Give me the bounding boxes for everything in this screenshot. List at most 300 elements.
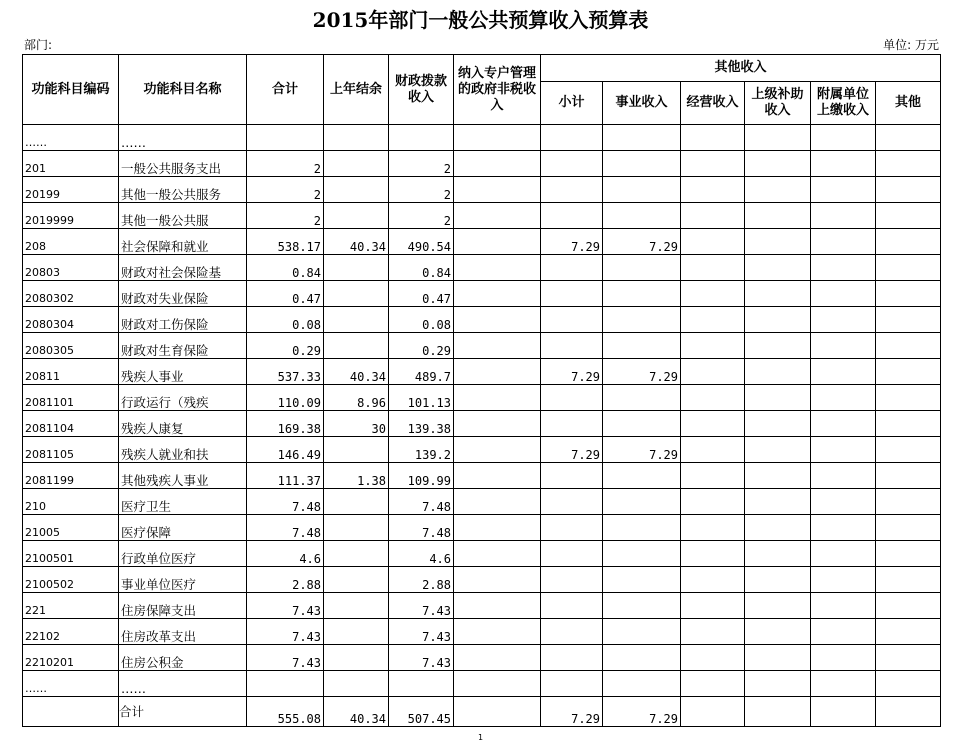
fiscal-cell: 0.84 [389,255,454,281]
table-row [23,411,941,437]
business-cell [603,619,681,645]
superior-cell [745,333,811,359]
affiliated-cell [811,229,876,255]
special-cell [454,489,541,515]
table-row [23,515,941,541]
header-total: 合计 [247,55,324,125]
operating-cell [681,567,745,593]
name-cell: 行政单位医疗 [119,541,247,567]
other-cell [876,515,941,541]
fiscal-cell [389,671,454,697]
total-superior [745,697,811,727]
page-title: 2015年部门一般公共预算收入预算表 [312,8,649,32]
total-cell: 0.08 [247,307,324,333]
total-cell: 537.33 [247,359,324,385]
business-cell [603,463,681,489]
fiscal-cell: 489.7 [389,359,454,385]
superior-cell [745,411,811,437]
superior-cell [745,463,811,489]
carryover-cell [324,489,389,515]
operating-cell [681,437,745,463]
fiscal-cell: 7.48 [389,515,454,541]
table-row [23,645,941,671]
carryover-cell [324,203,389,229]
other-cell [876,593,941,619]
special-cell [454,567,541,593]
special-cell [454,437,541,463]
name-cell: 住房保障支出 [119,593,247,619]
special-cell [454,333,541,359]
fiscal-cell: 2.88 [389,567,454,593]
subtotal-cell [541,307,603,333]
table-row [23,489,941,515]
special-cell [454,255,541,281]
total-cell: 169.38 [247,411,324,437]
carryover-cell [324,645,389,671]
name-cell: 医疗卫生 [119,489,247,515]
special-cell [454,203,541,229]
name-cell: 其他一般公共服 [119,203,247,229]
total-cell: 7.43 [247,645,324,671]
name-cell: 财政对工伤保险 [119,307,247,333]
affiliated-cell [811,125,876,151]
other-cell [876,307,941,333]
other-cell [876,645,941,671]
fiscal-cell: 139.38 [389,411,454,437]
subtotal-cell [541,203,603,229]
name-cell: 行政运行（残疾 [119,385,247,411]
subtotal-cell [541,177,603,203]
fiscal-cell: 7.43 [389,593,454,619]
total-cell: 538.17 [247,229,324,255]
affiliated-cell [811,177,876,203]
other-cell [876,125,941,151]
operating-cell [681,177,745,203]
affiliated-cell [811,567,876,593]
affiliated-cell [811,411,876,437]
budget-table [22,54,941,727]
affiliated-cell [811,515,876,541]
operating-cell [681,489,745,515]
special-cell [454,515,541,541]
department-label: 部门: [24,38,53,52]
carryover-cell: 40.34 [324,229,389,255]
total-row [23,697,941,727]
subtotal-cell [541,645,603,671]
header-carryover: 上年结余 [324,55,389,125]
superior-cell [745,229,811,255]
other-cell [876,281,941,307]
fiscal-cell: 2 [389,177,454,203]
total-business: 7.29 [603,697,681,727]
code-cell: 2080305 [23,333,119,359]
business-cell [603,281,681,307]
business-cell [603,541,681,567]
total-cell: 0.47 [247,281,324,307]
total-label: 合计 [119,697,247,727]
total-cell: 7.48 [247,489,324,515]
unit-label: 单位: 万元 [883,38,939,52]
carryover-cell [324,151,389,177]
code-cell: 2081101 [23,385,119,411]
other-cell [876,437,941,463]
total-cell: 2.88 [247,567,324,593]
code-cell: 2019999 [23,203,119,229]
affiliated-cell [811,619,876,645]
superior-cell [745,385,811,411]
total-cell: 110.09 [247,385,324,411]
operating-cell [681,125,745,151]
table-row [23,437,941,463]
operating-cell [681,619,745,645]
name-cell: 住房改革支出 [119,619,247,645]
table-row [23,177,941,203]
other-cell [876,229,941,255]
other-cell [876,359,941,385]
total-other [876,697,941,727]
name-cell: 财政对生育保险 [119,333,247,359]
superior-cell [745,151,811,177]
header-business: 事业收入 [603,82,681,125]
total-cell: 7.43 [247,619,324,645]
code-cell: 20199 [23,177,119,203]
table-row [23,463,941,489]
affiliated-cell [811,593,876,619]
total-cell: 7.48 [247,515,324,541]
other-cell [876,489,941,515]
header-other-group: 其他收入 [541,55,941,82]
affiliated-cell [811,463,876,489]
header-name: 功能科目名称 [119,55,247,125]
carryover-cell: 8.96 [324,385,389,411]
table-row [23,593,941,619]
subtotal-cell [541,671,603,697]
header-superior: 上级补助收入 [745,82,811,125]
fiscal-cell: 2 [389,203,454,229]
superior-cell [745,671,811,697]
subtotal-cell [541,255,603,281]
other-cell [876,541,941,567]
subtotal-cell [541,567,603,593]
superior-cell [745,359,811,385]
fiscal-cell: 4.6 [389,541,454,567]
operating-cell [681,645,745,671]
total-cell: 111.37 [247,463,324,489]
business-cell: 7.29 [603,359,681,385]
subtotal-cell [541,463,603,489]
superior-cell [745,307,811,333]
name-cell: 一般公共服务支出 [119,151,247,177]
total-cell: 0.29 [247,333,324,359]
other-cell [876,333,941,359]
affiliated-cell [811,203,876,229]
fiscal-cell: 7.43 [389,619,454,645]
affiliated-cell [811,359,876,385]
table-row [23,125,941,151]
subtotal-cell [541,515,603,541]
code-cell: …… [23,671,119,697]
total-cell: 2 [247,203,324,229]
carryover-cell [324,437,389,463]
other-cell [876,203,941,229]
business-cell [603,307,681,333]
superior-cell [745,645,811,671]
total-cell: 7.43 [247,593,324,619]
subtotal-cell: 7.29 [541,359,603,385]
code-cell: 2080302 [23,281,119,307]
name-cell: 医疗保障 [119,515,247,541]
name-cell: 财政对社会保险基 [119,255,247,281]
carryover-cell [324,671,389,697]
business-cell [603,385,681,411]
special-cell [454,385,541,411]
affiliated-cell [811,489,876,515]
total-cell [247,125,324,151]
special-cell [454,671,541,697]
operating-cell [681,411,745,437]
fiscal-cell: 109.99 [389,463,454,489]
table-row [23,281,941,307]
code-cell: 2081105 [23,437,119,463]
superior-cell [745,125,811,151]
fiscal-cell: 101.13 [389,385,454,411]
special-cell [454,463,541,489]
table-row [23,203,941,229]
code-cell: 22102 [23,619,119,645]
operating-cell [681,281,745,307]
operating-cell [681,463,745,489]
carryover-cell [324,567,389,593]
name-cell: 事业单位医疗 [119,567,247,593]
fiscal-cell [389,125,454,151]
carryover-cell [324,307,389,333]
fiscal-cell: 0.29 [389,333,454,359]
subtotal-cell [541,619,603,645]
business-cell: 7.29 [603,437,681,463]
subtotal-cell [541,489,603,515]
name-cell: 住房公积金 [119,645,247,671]
other-cell [876,411,941,437]
fiscal-cell: 0.08 [389,307,454,333]
carryover-cell [324,177,389,203]
code-cell: 2080304 [23,307,119,333]
carryover-cell [324,515,389,541]
fiscal-cell: 139.2 [389,437,454,463]
superior-cell [745,203,811,229]
affiliated-cell [811,281,876,307]
operating-cell [681,515,745,541]
operating-cell [681,203,745,229]
superior-cell [745,619,811,645]
business-cell [603,125,681,151]
table-row [23,359,941,385]
business-cell: 7.29 [603,229,681,255]
subtotal-cell: 7.29 [541,437,603,463]
operating-cell [681,359,745,385]
carryover-cell [324,333,389,359]
name-cell: 残疾人康复 [119,411,247,437]
affiliated-cell [811,333,876,359]
operating-cell [681,593,745,619]
carryover-cell: 1.38 [324,463,389,489]
code-cell: 2100501 [23,541,119,567]
total-cell: 0.84 [247,255,324,281]
fiscal-cell: 7.48 [389,489,454,515]
table-row [23,619,941,645]
total-code-cell [23,697,119,727]
name-cell: 残疾人就业和扶 [119,437,247,463]
other-cell [876,463,941,489]
subtotal-cell [541,333,603,359]
special-cell [454,125,541,151]
subtotal-cell [541,411,603,437]
other-cell [876,619,941,645]
superior-cell [745,567,811,593]
code-cell: 20811 [23,359,119,385]
carryover-cell [324,541,389,567]
operating-cell [681,385,745,411]
table-row [23,541,941,567]
superior-cell [745,177,811,203]
affiliated-cell [811,671,876,697]
name-cell: …… [119,671,247,697]
business-cell [603,515,681,541]
special-cell [454,151,541,177]
name-cell: 残疾人事业 [119,359,247,385]
total-subtotal: 7.29 [541,697,603,727]
business-cell [603,333,681,359]
fiscal-cell: 490.54 [389,229,454,255]
table-row [23,307,941,333]
code-cell: 2081104 [23,411,119,437]
special-cell [454,411,541,437]
special-cell [454,541,541,567]
total-cell [247,671,324,697]
total-operating [681,697,745,727]
header-special: 纳入专户管理的政府非税收入 [454,55,541,125]
table-row [23,229,941,255]
code-cell: 2081199 [23,463,119,489]
fiscal-cell: 7.43 [389,645,454,671]
business-cell [603,203,681,229]
affiliated-cell [811,385,876,411]
superior-cell [745,515,811,541]
special-cell [454,307,541,333]
subtotal-cell [541,541,603,567]
total-fiscal: 507.45 [389,697,454,727]
total-cell: 2 [247,177,324,203]
other-cell [876,385,941,411]
code-cell: 208 [23,229,119,255]
subtotal-cell [541,281,603,307]
code-cell: 201 [23,151,119,177]
special-cell [454,593,541,619]
business-cell [603,177,681,203]
business-cell [603,151,681,177]
operating-cell [681,333,745,359]
other-cell [876,177,941,203]
carryover-cell [324,619,389,645]
table-row [23,333,941,359]
page-number: 1 [478,733,484,742]
special-cell [454,359,541,385]
carryover-cell [324,125,389,151]
superior-cell [745,593,811,619]
total-cell: 4.6 [247,541,324,567]
table-row [23,255,941,281]
business-cell [603,567,681,593]
header-operating: 经营收入 [681,82,745,125]
special-cell [454,619,541,645]
header-code: 功能科目编码 [23,55,119,125]
header-fiscal: 财政拨款收入 [389,55,454,125]
carryover-cell [324,593,389,619]
name-cell: 其他残疾人事业 [119,463,247,489]
operating-cell [681,229,745,255]
other-cell [876,255,941,281]
subtotal-cell: 7.29 [541,229,603,255]
affiliated-cell [811,255,876,281]
business-cell [603,671,681,697]
affiliated-cell [811,541,876,567]
header-other: 其他 [876,82,941,125]
superior-cell [745,437,811,463]
name-cell: …… [119,125,247,151]
header-affiliated: 附属单位上缴收入 [811,82,876,125]
code-cell: 20803 [23,255,119,281]
superior-cell [745,281,811,307]
total-total: 555.08 [247,697,324,727]
fiscal-cell: 2 [389,151,454,177]
operating-cell [681,307,745,333]
special-cell [454,229,541,255]
total-carryover: 40.34 [324,697,389,727]
special-cell [454,281,541,307]
code-cell: 2100502 [23,567,119,593]
subtotal-cell [541,593,603,619]
name-cell: 社会保障和就业 [119,229,247,255]
table-body [23,125,941,697]
total-cell: 146.49 [247,437,324,463]
superior-cell [745,541,811,567]
code-cell: …… [23,125,119,151]
affiliated-cell [811,307,876,333]
table-row [23,151,941,177]
operating-cell [681,671,745,697]
total-special [454,697,541,727]
business-cell [603,489,681,515]
superior-cell [745,489,811,515]
business-cell [603,645,681,671]
subtotal-cell [541,151,603,177]
affiliated-cell [811,151,876,177]
total-cell: 2 [247,151,324,177]
code-cell: 21005 [23,515,119,541]
subtotal-cell [541,385,603,411]
operating-cell [681,255,745,281]
carryover-cell [324,255,389,281]
other-cell [876,671,941,697]
subtotal-cell [541,125,603,151]
code-cell: 221 [23,593,119,619]
operating-cell [681,541,745,567]
other-cell [876,567,941,593]
carryover-cell: 30 [324,411,389,437]
affiliated-cell [811,437,876,463]
fiscal-cell: 0.47 [389,281,454,307]
operating-cell [681,151,745,177]
table-row [23,385,941,411]
